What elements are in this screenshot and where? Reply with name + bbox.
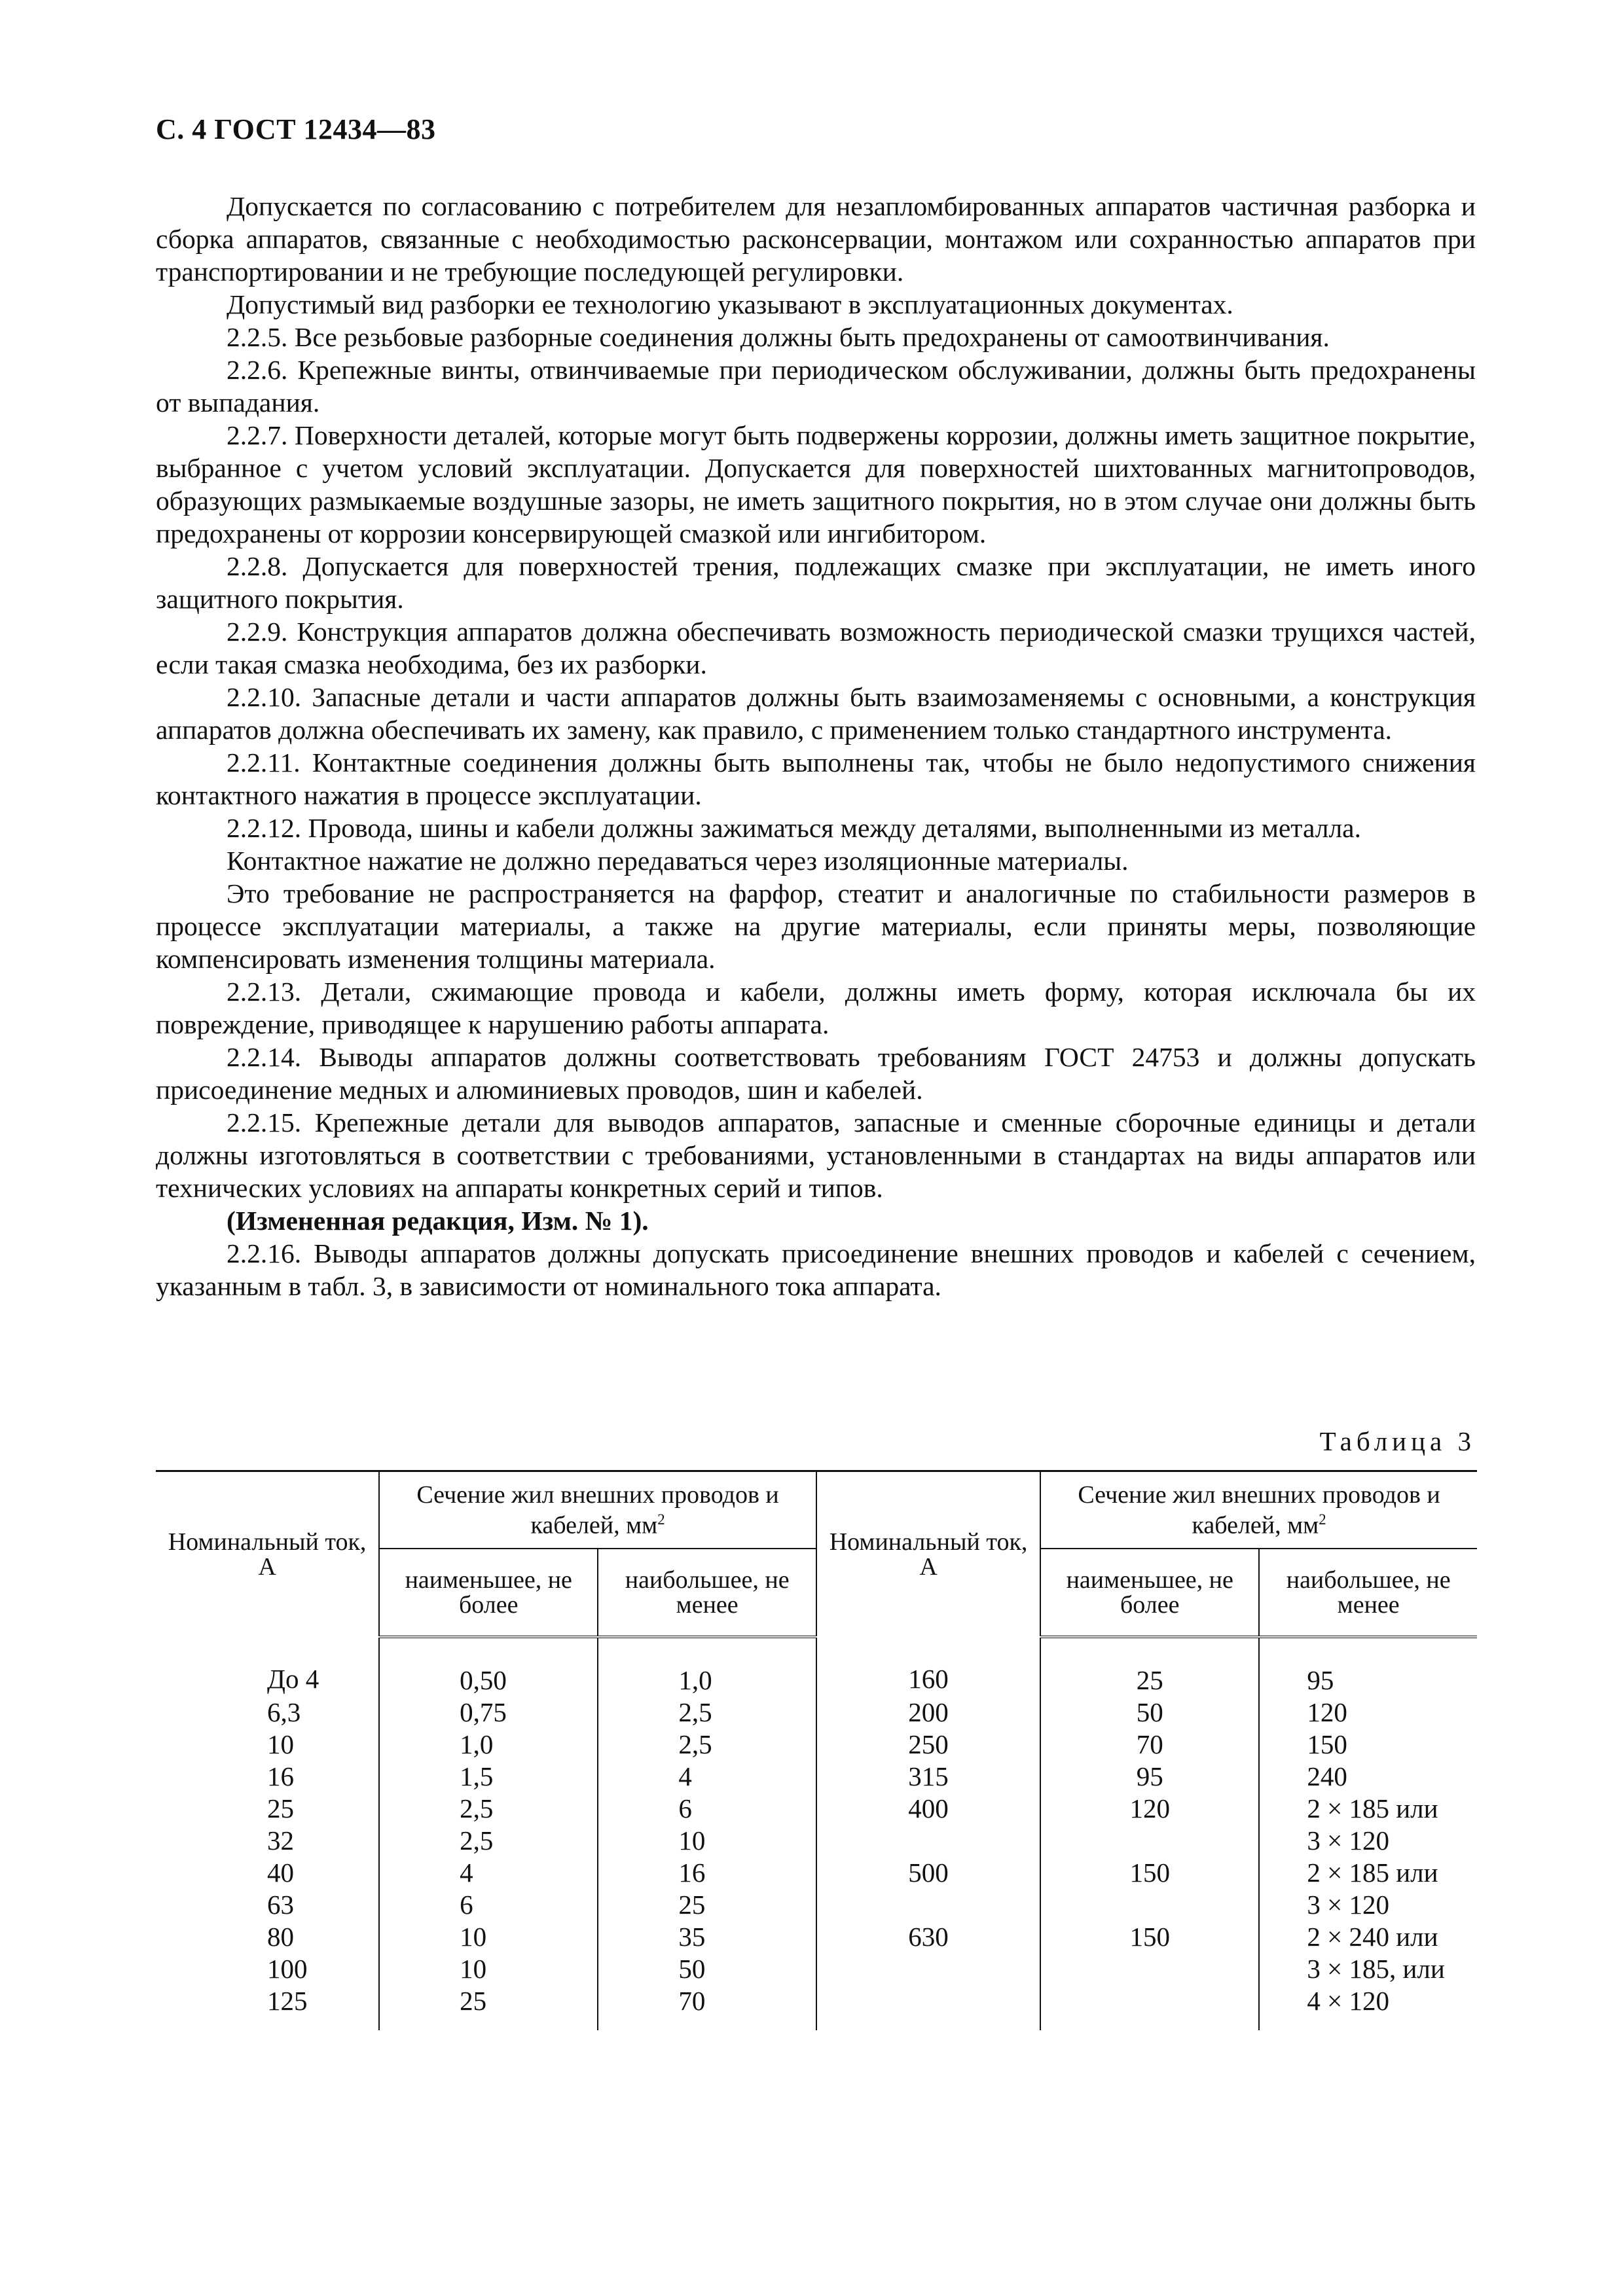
header-section-unit-sup: 2 [1319, 1511, 1326, 1528]
table-row [156, 1857, 1477, 1889]
header-section [379, 1471, 816, 1549]
cell-nominal-current: 100 [156, 1953, 379, 1985]
cell-min-section: 10 [379, 1921, 598, 1953]
cell-max-section: 150 [1307, 1729, 1347, 1759]
cell-nominal-current [816, 1953, 1040, 1985]
table-row [156, 1921, 1477, 1953]
cell-max-section: 10 [598, 1825, 816, 1857]
cell-nominal-current: 40 [156, 1857, 379, 1889]
cell-max-section: 2 × 240 или [1307, 1922, 1438, 1952]
cell-nominal-current: 315 [816, 1761, 1040, 1793]
header-section-text: Сечение жил внешних проводов и кабелей, мм [416, 1480, 779, 1539]
cell-min-section: 70 [1040, 1729, 1259, 1761]
cell-nominal-current: 630 [816, 1921, 1040, 1953]
body-text [156, 190, 1476, 1302]
paragraph: 2.2.5. Все резьбовые разборные соединения должны быть предохранены от самоотвинчивания. [227, 322, 1330, 352]
cell-max-section: 1,0 [598, 1637, 816, 1696]
cell-max-section: 16 [598, 1857, 816, 1889]
cell-min-section [1040, 1889, 1259, 1921]
cell-min-section: 95 [1040, 1761, 1259, 1793]
cell-nominal-current: 500 [816, 1857, 1040, 1889]
page-header: С. 4 ГОСТ 12434—83 [156, 113, 436, 145]
cell-min-section: 120 [1040, 1793, 1259, 1825]
cell-min-section: 2,5 [379, 1793, 598, 1825]
cell-max-section: 50 [598, 1953, 816, 1985]
cell-min-section: 150 [1040, 1921, 1259, 1953]
cell-min-section: 25 [1040, 1637, 1259, 1696]
cell-max-section: 2 × 185 или [1307, 1857, 1438, 1888]
cell-max-section: 35 [598, 1921, 816, 1953]
cell-min-section: 150 [1040, 1857, 1259, 1889]
cell-max-section: 4 × 120 [1307, 1986, 1389, 2016]
header-max: наибольшее, не менее [598, 1549, 816, 1637]
cell-nominal-current: 16 [156, 1761, 379, 1793]
cell-min-section: 10 [379, 1953, 598, 1985]
cell-nominal-current: 125 [156, 1985, 379, 2030]
header-min: наименьшее, не более [379, 1549, 598, 1637]
paragraph: 2.2.10. Запасные детали и части аппаратов должны быть взаимозаменяемы с основными, а конструкция аппаратов должна обеспечивать их замену, как правило, с применением только стандартного инструмента. [156, 682, 1476, 745]
cell-min-section: 4 [379, 1857, 598, 1889]
cell-nominal-current: 32 [156, 1825, 379, 1857]
table-row [156, 1637, 1477, 1696]
table-row [156, 1889, 1477, 1921]
cell-nominal-current: 160 [816, 1637, 1040, 1696]
cell-min-section [1040, 1825, 1259, 1857]
paragraph: 2.2.13. Детали, сжимающие провода и кабели, должны иметь форму, которая исключала бы их повреждение, приводящее к нарушению работы аппарата. [156, 977, 1476, 1039]
cell-nominal-current: 25 [156, 1793, 379, 1825]
table-row [156, 1953, 1477, 1985]
table-row [156, 1793, 1477, 1825]
paragraph: 2.2.6. Крепежные винты, отвинчиваемые при периодическом обслуживании, должны быть предохранены от выпадания. [156, 355, 1476, 418]
cell-nominal-current: До 4 [156, 1637, 379, 1696]
cell-min-section: 6 [379, 1889, 598, 1921]
header-section-text: Сечение жил внешних проводов и кабелей, мм [1078, 1480, 1440, 1539]
cell-nominal-current: 63 [156, 1889, 379, 1921]
cell-nominal-current: 80 [156, 1921, 379, 1953]
cell-nominal-current: 400 [816, 1793, 1040, 1825]
cell-min-section [1040, 1953, 1259, 1985]
table-row [156, 1729, 1477, 1761]
cell-max-section: 2,5 [598, 1729, 816, 1761]
cell-min-section: 0,75 [379, 1696, 598, 1729]
paragraph: 2.2.7. Поверхности деталей, которые могут быть подвержены коррозии, должны иметь защитное покрытие, выбранное с учетом условий эксплуатации. Допускается для поверхностей шихтованных магнитопроводов, образующих размыкаемые воздушные зазоры, не иметь защитного покрытия, но в этом случае они должны быть предохранены от коррозии консервирующей смазкой или ингибитором. [156, 420, 1476, 548]
cell-max-section: 120 [1307, 1697, 1347, 1727]
header-min: наименьшее, не более [1040, 1549, 1259, 1637]
cell-max-section: 3 × 120 [1307, 1890, 1389, 1920]
cell-min-section: 1,0 [379, 1729, 598, 1761]
amendment-note: (Измененная редакция, Изм. № 1). [227, 1206, 649, 1236]
cell-min-section: 0,50 [379, 1637, 598, 1696]
cell-min-section: 25 [379, 1985, 598, 2030]
paragraph: 2.2.15. Крепежные детали для выводов аппаратов, запасные и сменные сборочные единицы и детали должны изготовляться в соответствии с требованиями, установленными в стандартах на виды аппаратов или технических условиях на аппараты конкретных серий и типов. [156, 1107, 1476, 1203]
paragraph: 2.2.12. Провода, шины и кабели должны зажиматься между деталями, выполненными из металла. [227, 813, 1361, 843]
cell-max-section: 240 [1307, 1761, 1347, 1791]
paragraph: 2.2.8. Допускается для поверхностей трения, подлежащих смазке при эксплуатации, не иметь иного защитного покрытия. [156, 551, 1476, 614]
cell-nominal-current: 10 [156, 1729, 379, 1761]
cell-min-section: 1,5 [379, 1761, 598, 1793]
cell-max-section: 4 [598, 1761, 816, 1793]
table-row [156, 1825, 1477, 1857]
header-max: наибольшее, не менее [1259, 1549, 1477, 1637]
paragraph: Это требование не распространяется на фарфор, стеатит и аналогичные по стабильности размеров в процессе эксплуатации материалы, а также на другие материалы, если приняты меры, позволяющие компенсировать изменения толщины материала. [156, 878, 1476, 974]
paragraph: 2.2.9. Конструкция аппаратов должна обеспечивать возможность периодической смазки трущихся частей, если такая смазка необходима, без их разборки. [156, 617, 1476, 679]
paragraph: Контактное нажатие не должно передаваться через изоляционные материалы. [227, 846, 1129, 876]
cell-min-section: 2,5 [379, 1825, 598, 1857]
cell-nominal-current: 200 [816, 1696, 1040, 1729]
cell-nominal-current [816, 1825, 1040, 1857]
cell-min-section: 50 [1040, 1696, 1259, 1729]
cell-nominal-current [816, 1889, 1040, 1921]
paragraph: Допускается по согласованию с потребителем для незапломбированных аппаратов частичная разборка и сборка аппаратов, связанные с необходимостью расконсервации, монтажом или сохранностью аппаратов при транспортировании и не требующие последующей регулировки. [156, 191, 1476, 287]
spec-table [156, 1470, 1477, 2030]
cell-min-section [1040, 1985, 1259, 2030]
cell-max-section: 3 × 185, или [1307, 1954, 1445, 1984]
paragraph: 2.2.16. Выводы аппаратов должны допускать присоединение внешних проводов и кабелей с сечением, указанным в табл. 3, в зависимости от номинального тока аппарата. [156, 1238, 1476, 1301]
header-nominal-current: Номинальный ток, А [156, 1471, 379, 1638]
table-row [156, 1696, 1477, 1729]
cell-nominal-current [816, 1985, 1040, 2030]
cell-max-section: 6 [598, 1793, 816, 1825]
cell-nominal-current: 6,3 [156, 1696, 379, 1729]
paragraph: 2.2.11. Контактные соединения должны быть выполнены так, чтобы не было недопустимого снижения контактного нажатия в процессе эксплуатации. [156, 747, 1476, 810]
table-row [156, 1761, 1477, 1793]
paragraph: 2.2.14. Выводы аппаратов должны соответствовать требованиям ГОСТ 24753 и должны допускать присоединение медных и алюминиевых проводов, шин и кабелей. [156, 1042, 1476, 1105]
cell-max-section: 25 [598, 1889, 816, 1921]
header-nominal-current: Номинальный ток, А [816, 1471, 1040, 1638]
header-section [1040, 1471, 1477, 1549]
cell-max-section: 95 [1307, 1665, 1334, 1695]
cell-max-section: 2,5 [598, 1696, 816, 1729]
paragraph: Допустимый вид разборки ее технологию указывают в эксплуатационных документах. [227, 289, 1233, 319]
cell-max-section: 70 [598, 1985, 816, 2030]
cell-nominal-current: 250 [816, 1729, 1040, 1761]
cell-max-section: 2 × 185 или [1307, 1793, 1438, 1823]
table-caption: Таблица 3 [1319, 1426, 1476, 1456]
header-section-unit-sup: 2 [657, 1511, 665, 1528]
cell-max-section: 3 × 120 [1307, 1825, 1389, 1856]
table-row [156, 1985, 1477, 2030]
